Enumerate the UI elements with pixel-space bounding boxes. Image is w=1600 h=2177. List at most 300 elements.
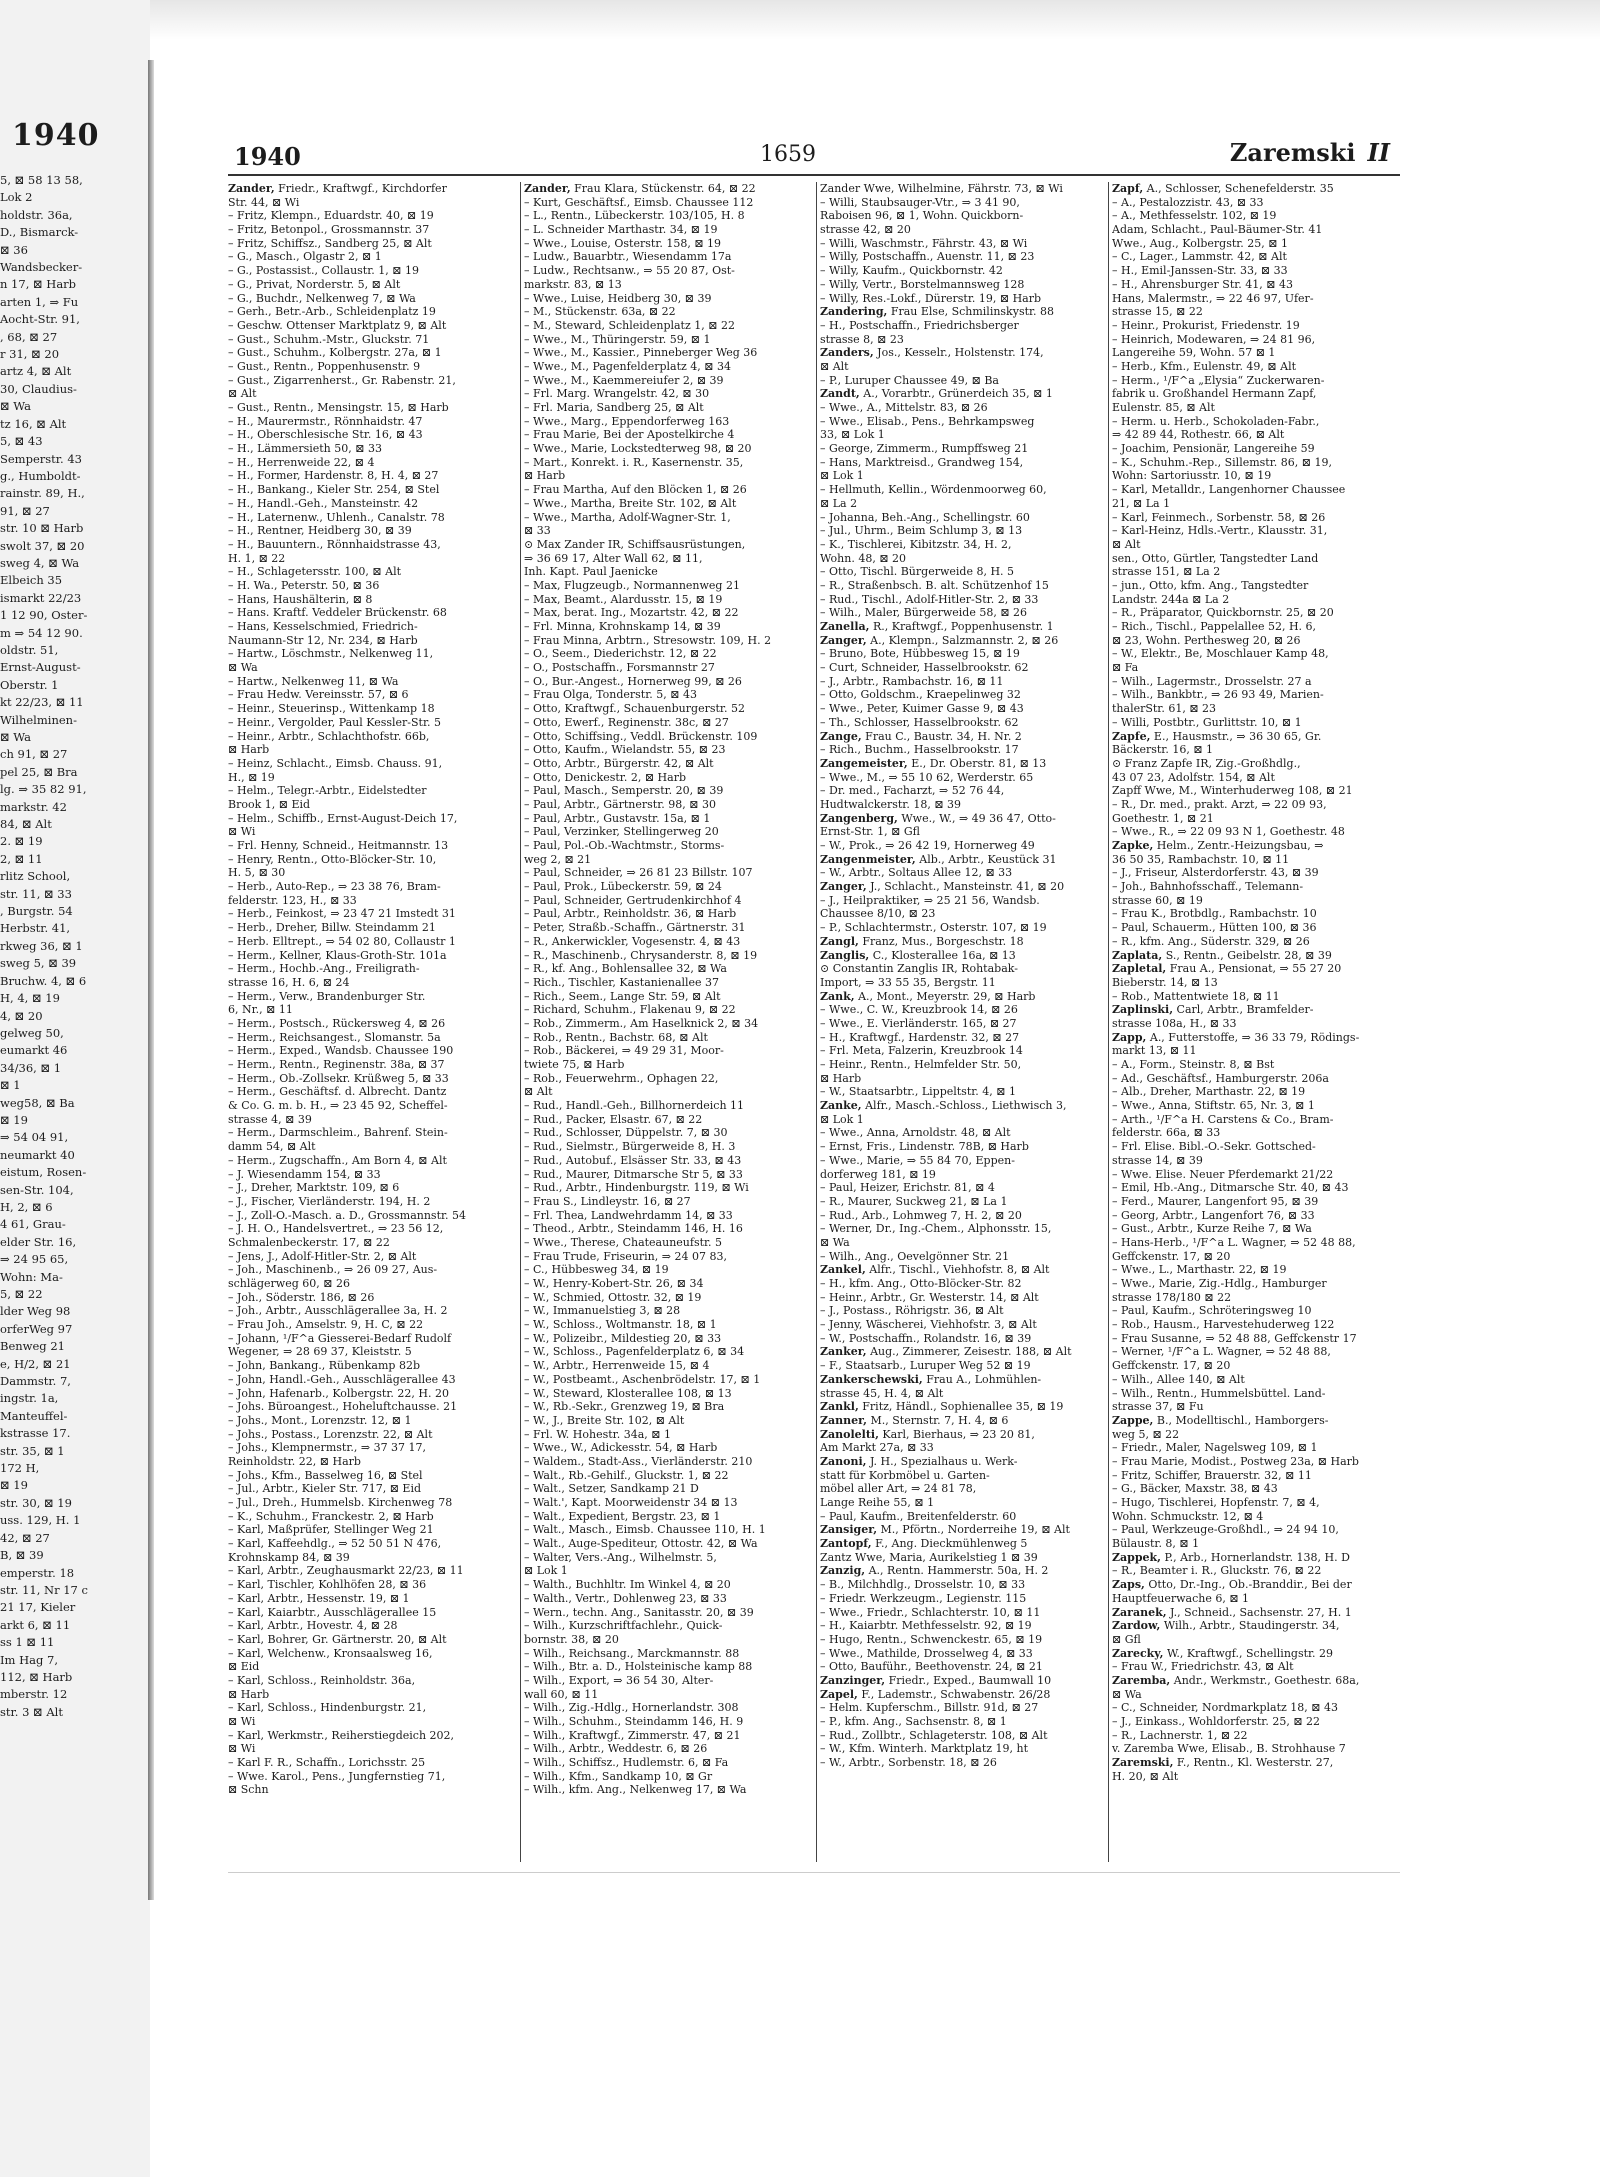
page-number: 1659 — [760, 142, 816, 167]
previous-page-line: rkweg 36, ⊠ 1 — [0, 938, 83, 953]
directory-entry-line: – Frl. Maria, Sandberg 25, ⊠ Alt — [524, 401, 704, 414]
directory-entry-line: strasse 4, ⊠ 39 — [228, 1112, 312, 1126]
directory-entry-line: – Helm., Schiffb., Ernst-August-Deich 17, — [228, 811, 458, 825]
directory-entry-line: – Heinr., Vergolder, Paul Kessler-Str. 5 — [228, 715, 442, 729]
directory-entry-line: – Wilh., Reichsang., Marckmannstr. 88 — [524, 1646, 740, 1660]
directory-entry-line: – G., Buchdr., Nelkenweg 7, ⊠ Wa — [228, 291, 416, 305]
directory-entry-line: 21, ⊠ La 1 — [1112, 496, 1171, 510]
directory-entry-line: – Frau Minna, Arbtrn., Stresowstr. 109, H. 2 — [524, 633, 772, 647]
directory-entry-line: – R., kf. Ang., Bohlensallee 32, ⊠ Wa — [524, 962, 727, 976]
directory-entry-line: Langereihe 59, Wohn. 57 ⊠ 1 — [1112, 346, 1276, 360]
directory-entry-line: – Rud., Arb., Lohmweg 7, H. 2, ⊠ 20 — [820, 1208, 1022, 1222]
directory-entry-line: – W., Arbtr., Sorbenstr. 18, ⊠ 26 — [820, 1756, 997, 1770]
directory-entry-line: – P., Luruper Chaussee 49, ⊠ Ba — [820, 373, 999, 387]
directory-entry-line: – Walt., Setzer, Sandkamp 21 D — [524, 1482, 699, 1496]
directory-entry-line: – Fritz, Klempn., Eduardstr. 40, ⊠ 19 — [228, 209, 434, 223]
directory-entry-line: – Paul, Arbtr., Reinholdstr. 36, ⊠ Harb — [524, 907, 737, 921]
previous-page-line: arten 1, ⇒ Fu — [0, 294, 79, 309]
directory-entry-line: – G., Bäcker, Maxstr. 38, ⊠ 43 — [1112, 1482, 1278, 1496]
directory-entry-line: – Johs., Mont., Lorenzstr. 12, ⊠ 1 — [228, 1413, 412, 1427]
previous-page-line: elder Str. 16, — [0, 1234, 77, 1249]
header-range-word: Zaremski — [1229, 138, 1356, 167]
entry-surname: Zaremba, — [1112, 1673, 1171, 1687]
directory-entry-line: – Rich., Tischler, Kastanienallee 37 — [524, 975, 720, 989]
entry-surname: Zanzinger, — [820, 1673, 886, 1687]
directory-entry-line: – Johs. Büroangest., Hoheluftchausse. 21 — [228, 1400, 458, 1414]
entry-surname: Zapletal, — [1112, 962, 1167, 976]
previous-page-line: neumarkt 40 — [0, 1147, 75, 1162]
previous-page-line: orferWeg 97 — [0, 1321, 73, 1336]
binding-shadow — [148, 60, 154, 1900]
previous-page-line: 112, ⊠ Harb — [0, 1669, 73, 1684]
directory-entry-line: – Emil, Hb.-Ang., Ditmarsche Str. 40, ⊠ 43 — [1112, 1181, 1349, 1195]
directory-entry-line: – Wwe. Elise. Neuer Pferdemarkt 21/22 — [1112, 1167, 1334, 1181]
previous-page-line: lg. ⇒ 35 82 91, — [0, 782, 87, 797]
directory-entry-line: – Wilh., Rentn., Hummelsbüttel. Land- — [1112, 1386, 1326, 1400]
directory-entry-line: – Fritz, Schiffer, Brauerstr. 32, ⊠ 11 — [1112, 1468, 1312, 1482]
directory-entry-line: – H., Handl.-Geh., Mansteinstr. 42 — [228, 496, 419, 510]
directory-entry-line: – Rob., Zimmerm., Am Haselknick 2, ⊠ 34 — [524, 1016, 759, 1030]
directory-entry-line: schlägerweg 60, ⊠ 26 — [228, 1277, 350, 1290]
directory-entry-line: Am Markt 27a, ⊠ 33 — [820, 1441, 934, 1455]
directory-entry-line: – W., Postbeamt., Aschenbrödelstr. 17, ⊠ 1 — [524, 1372, 761, 1386]
entry-surname: Zander, — [228, 182, 275, 195]
directory-entry-line: – F., Staatsarb., Luruper Weg 52 ⊠ 19 — [820, 1359, 1031, 1373]
directory-entry-line: 36 50 35, Rambachstr. 10, ⊠ 11 — [1112, 852, 1290, 866]
directory-entry-line: – Th., Schlosser, Hasselbrookstr. 62 — [820, 715, 1019, 729]
directory-entry-line: ⇒ 42 89 44, Rothestr. 66, ⊠ Alt — [1112, 428, 1285, 442]
directory-entry-line: – Hans, Marktreisd., Grandweg 154, — [820, 455, 1024, 469]
directory-entry-line: – Wwe., M., Thüringerstr. 59, ⊠ 1 — [524, 332, 711, 346]
directory-entry-line: – Wilh., Schiffsz., Hudlemstr. 6, ⊠ Fa — [524, 1756, 729, 1770]
directory-entry-line: – Wilh., kfm. Ang., Nelkenweg 17, ⊠ Wa — [524, 1783, 747, 1797]
directory-entry-line: – O., Bur.-Angest., Hornerweg 99, ⊠ 26 — [524, 674, 742, 688]
directory-entry-line: – Henry, Rentn., Otto-Blöcker-Str. 10, — [228, 852, 437, 866]
directory-entry-line: – John, Bankang., Rübenkamp 82b — [228, 1359, 420, 1373]
directory-entry-line: – Wilh., Export, ⇒ 36 54 30, Alter- — [524, 1673, 714, 1687]
directory-entry-line: – Johs., Postass., Lorenzstr. 22, ⊠ Alt — [228, 1427, 433, 1441]
directory-entry-line: Wohn: Sartoriusstr. 10, ⊠ 19 — [1112, 469, 1272, 483]
directory-entry-line: – Karl, Tischler, Kohlhöfen 28, ⊠ 36 — [228, 1578, 427, 1592]
directory-entry-line: Bäckerstr. 16, ⊠ 1 — [1112, 743, 1214, 757]
directory-entry-line: – Frau W., Friedrichstr. 43, ⊠ Alt — [1112, 1660, 1294, 1674]
directory-entry-line: damm 54, ⊠ Alt — [228, 1140, 316, 1154]
directory-entry-line: – H., Kraftwgf., Hardenstr. 32, ⊠ 27 — [820, 1030, 1020, 1044]
directory-entry-line: – Willy, Res.-Lokf., Dürerstr. 19, ⊠ Harb — [820, 291, 1042, 305]
directory-entry-line: Eulenstr. 85, ⊠ Alt — [1112, 401, 1215, 414]
directory-entry-line: ⊠ Schn — [228, 1783, 269, 1797]
directory-entry-line: – W., Staatsarbtr., Lippeltstr. 4, ⊠ 1 — [820, 1085, 1016, 1099]
directory-entry-line: Zaremba, Andr., Werkmstr., Goethestr. 68a, — [1112, 1673, 1360, 1687]
directory-entry-line: – Hans-Herb., ¹/F^a L. Wagner, ⇒ 52 48 88, — [1112, 1235, 1356, 1249]
previous-page-line: Semperstr. 43 — [0, 451, 82, 466]
directory-entry-line: – Heinr., Arbtr., Gr. Westerstr. 14, ⊠ Alt — [820, 1290, 1039, 1304]
directory-entry-line: möbel aller Art, ⇒ 24 81 78, — [820, 1482, 977, 1496]
directory-entry-line: Zangenmeister, Alb., Arbtr., Keustück 31 — [820, 852, 1057, 866]
directory-entry-line: – Paul, Schneider, ⇒ 26 81 23 Billstr. 107 — [524, 866, 753, 880]
directory-entry-line: – Otto, Kraftwgf., Schauenburgerstr. 52 — [524, 702, 745, 716]
directory-entry-line: Zander Wwe, Wilhelmine, Fährstr. 73, ⊠ Wi — [820, 182, 1063, 195]
directory-entry-line: – W., Henry-Kobert-Str. 26, ⊠ 34 — [524, 1277, 704, 1290]
column-rule — [520, 182, 521, 1862]
directory-entry-line: – Wwe. Karol., Pens., Jungfernstieg 71, — [228, 1769, 446, 1783]
directory-entry-line: strasse 42, ⊠ 20 — [820, 223, 911, 237]
directory-entry-line: – Rud., Tischl., Adolf-Hitler-Str. 2, ⊠ 33 — [820, 592, 1039, 606]
directory-entry-line: – Herm., Hochb.-Ang., Freiligrath- — [228, 962, 420, 976]
directory-entry-line: Adam, Schlacht., Paul-Bäumer-Str. 41 — [1112, 223, 1323, 237]
directory-entry-line: – Frl. Thea, Landwehrdamm 14, ⊠ 33 — [524, 1208, 733, 1222]
directory-entry-line: – Walt., Expedient, Bergstr. 23, ⊠ 1 — [524, 1509, 721, 1523]
directory-entry-line: – Frau S., Lindleystr. 16, ⊠ 27 — [524, 1194, 691, 1208]
previous-page-line: 91, ⊠ 27 — [0, 503, 50, 518]
directory-entry-line: – C., Lager., Lammstr. 42, ⊠ Alt — [1112, 250, 1287, 264]
directory-entry-line: – Wwe., Anna, Stiftstr. 65, Nr. 3, ⊠ 1 — [1112, 1099, 1315, 1113]
directory-entry-line: – Kurt, Geschäftsf., Eimsb. Chaussee 112 — [524, 195, 754, 209]
directory-entry-line: – Wilh., Arbtr., Weddestr. 6, ⊠ 26 — [524, 1742, 708, 1756]
directory-entry-line: – H., Herrenweide 22, ⊠ 4 — [228, 455, 375, 469]
directory-entry-line: – Wilh., Schuhm., Steindamm 146, H. 9 — [524, 1715, 744, 1728]
entry-column-2 — [524, 182, 812, 1862]
directory-entry-line: – Wwe., Marie, Lockstedterweg 98, ⊠ 20 — [524, 442, 752, 456]
directory-entry-line: – Rich., Tischl., Pappelallee 52, H. 6, — [1112, 620, 1317, 633]
directory-entry-line: Krohnskamp 84, ⊠ 39 — [228, 1550, 350, 1564]
directory-entry-line: – M., Steward, Schleidenplatz 1, ⊠ 22 — [524, 318, 735, 332]
directory-entry-line: felderstr. 123, H., ⊠ 33 — [228, 893, 357, 907]
directory-entry-line: sen., Otto, Gürtler, Tangstedter Land — [1112, 551, 1319, 565]
directory-entry-line: Zanders, Jos., Kesselr., Holstenstr. 174, — [820, 346, 1044, 360]
entry-surname: Zapke, — [1112, 839, 1154, 852]
directory-entry-line: – P., kfm. Ang., Sachsenstr. 8, ⊠ 1 — [820, 1715, 1007, 1728]
directory-entry-line: – Max, Beamt., Alardusstr. 15, ⊠ 19 — [524, 592, 723, 606]
directory-entry-line: – H., Kaiarbtr. Methfesselstr. 92, ⊠ 19 — [820, 1619, 1032, 1633]
entry-surname: Zanker, — [820, 1345, 867, 1359]
directory-entry-line: – Wwe., Martha, Breite Str. 102, ⊠ Alt — [524, 496, 737, 510]
directory-entry-line: – Gust., Arbtr., Kurze Reihe 7, ⊠ Wa — [1112, 1222, 1312, 1236]
directory-entry-line: – Walth., Vertr., Dohlenweg 23, ⊠ 33 — [524, 1591, 727, 1605]
directory-entry-line: wall 60, ⊠ 11 — [524, 1687, 599, 1701]
directory-entry-line: – Ad., Geschäftsf., Hamburgerstr. 206a — [1112, 1071, 1329, 1085]
directory-entry-line: – Herm., Rentn., Reginenstr. 38a, ⊠ 37 — [228, 1058, 445, 1071]
directory-entry-line: Zaplinski, Carl, Arbtr., Bramfelder- — [1112, 1003, 1314, 1017]
directory-entry-line: ⊠ Wa — [1112, 1687, 1142, 1701]
directory-entry-line: markt 13, ⊠ 11 — [1112, 1044, 1197, 1058]
directory-entry-line: Zappek, P., Arb., Hornerlandstr. 138, H. D — [1112, 1550, 1350, 1564]
directory-entry-line: – Herm., Zugschaffn., Am Born 4, ⊠ Alt — [228, 1153, 447, 1167]
previous-page-line: Bruchw. 4, ⊠ 6 — [0, 973, 87, 988]
directory-entry-line: – H., Bauuntern., Rönnhaidstrasse 43, — [228, 537, 441, 551]
directory-entry-line: – Fritz, Schiffsz., Sandberg 25, ⊠ Alt — [228, 236, 432, 250]
directory-entry-line: Zander, Friedr., Kraftwgf., Kirchdorfer — [228, 182, 447, 195]
directory-entry-line: – Herm., Postsch., Rückersweg 4, ⊠ 26 — [228, 1016, 446, 1030]
directory-entry-line: – Karl F. R., Schaffn., Lorichsstr. 25 — [228, 1756, 426, 1770]
directory-entry-line: – Ernst, Fris., Lindenstr. 78B, ⊠ Harb — [820, 1140, 1029, 1154]
directory-entry-line: – Mart., Konrekt. i. R., Kasernenstr. 35, — [524, 455, 744, 469]
directory-entry-line: – Wwe., Mathilde, Drosselweg 4, ⊠ 33 — [820, 1646, 1033, 1660]
entry-surname: Zankl, — [820, 1400, 859, 1414]
previous-page-line: emperstr. 18 — [0, 1565, 75, 1580]
directory-entry-line: – Walt., Auge-Spediteur, Ottostr. 42, ⊠ Wa — [524, 1537, 758, 1551]
directory-entry-line: – W., Postschaffn., Rolandstr. 16, ⊠ 39 — [820, 1331, 1032, 1345]
directory-entry-line: – C., Schneider, Nordmarkplatz 18, ⊠ 43 — [1112, 1701, 1338, 1715]
directory-entry-line: Zangemeister, E., Dr. Oberstr. 81, ⊠ 13 — [820, 756, 1047, 770]
directory-entry-line: ⊠ Alt — [1112, 537, 1141, 551]
directory-entry-line: – M., Stückenstr. 63a, ⊠ 22 — [524, 305, 676, 319]
directory-entry-line: ⊠ Harb — [228, 743, 270, 757]
directory-entry-line: – Rud., Handl.-Geh., Billhornerdeich 11 — [524, 1099, 745, 1113]
directory-entry-line: – Jul., Dreh., Hummelsb. Kirchenweg 78 — [228, 1496, 453, 1509]
directory-entry-line: – R., Maschinenb., Chrysanderstr. 8, ⊠ 19 — [524, 948, 758, 962]
directory-entry-line: – Paul, Masch., Semperstr. 20, ⊠ 39 — [524, 784, 724, 798]
directory-entry-line: – Hans, Kesselschmied, Friedrich- — [228, 620, 418, 633]
directory-entry-line: weg 5, ⊠ 22 — [1112, 1427, 1180, 1441]
entry-surname: Zander, — [524, 182, 571, 195]
entry-surname: Zappe, — [1112, 1413, 1154, 1427]
directory-entry-line: – A., Pestalozzistr. 43, ⊠ 33 — [1112, 195, 1264, 209]
directory-entry-line: ⊠ Wa — [228, 661, 258, 675]
previous-page-line: 1 12 90, Oster- — [0, 608, 88, 623]
previous-page-line: eumarkt 46 — [0, 1043, 68, 1058]
directory-entry-line: – Herb., Kfm., Eulenstr. 49, ⊠ Alt — [1112, 359, 1297, 373]
directory-entry-line: ⊠ Lok 1 — [524, 1564, 568, 1578]
directory-entry-line: – Johs., Klempnermstr., ⇒ 37 37 17, — [228, 1441, 427, 1455]
directory-entry-line: – Willy, Postschaffn., Auenstr. 11, ⊠ 23 — [820, 250, 1035, 264]
directory-entry-line: – R., kfm. Ang., Süderstr. 329, ⊠ 26 — [1112, 934, 1310, 948]
entry-surname: Zanoni, — [820, 1454, 867, 1468]
previous-page-line: artz 4, ⊠ Alt — [0, 364, 72, 379]
directory-entry-line: – Paul, Prok., Lübeckerstr. 59, ⊠ 24 — [524, 880, 722, 894]
directory-entry-line: – W., Arbtr., Herrenweide 15, ⊠ 4 — [524, 1359, 710, 1373]
directory-entry-line: – Wilh., Ang., Oevelgönner Str. 21 — [820, 1249, 1010, 1263]
previous-page-line: rlitz School, — [0, 869, 71, 884]
directory-entry-line: – J., Friseur, Alsterdorferstr. 43, ⊠ 39 — [1112, 866, 1319, 880]
directory-entry-line: – Wwe., Martha, Adolf-Wagner-Str. 1, — [524, 510, 731, 524]
directory-entry-line: Zapfe, E., Hausmstr., ⇒ 36 30 65, Gr. — [1112, 729, 1322, 743]
directory-entry-line: – A., Methfesselstr. 102, ⊠ 19 — [1112, 209, 1277, 223]
directory-entry-line: Ernst-Str. 1, ⊠ Gfl — [820, 825, 920, 839]
directory-entry-line: – W., Polizeibr., Mildestieg 20, ⊠ 33 — [524, 1331, 722, 1345]
previous-page-line: ⊠ 36 — [0, 242, 28, 257]
directory-entry-line: Zanella, R., Kraftwgf., Poppenhusenstr. 1 — [820, 620, 1054, 633]
directory-entry-line: – Karl, Arbtr., Hovestr. 4, ⊠ 28 — [228, 1619, 398, 1633]
directory-entry-line: – Willi, Waschmstr., Fährstr. 43, ⊠ Wi — [820, 236, 1028, 250]
previous-page-line: B, ⊠ 39 — [0, 1548, 44, 1563]
directory-entry-line: – Paul, Schauerm., Hütten 100, ⊠ 36 — [1112, 921, 1317, 935]
directory-entry-line: – W., Prok., ⇒ 26 42 19, Hornerweg 49 — [820, 839, 1035, 852]
directory-entry-line: – Heinr., Rentn., Helmfelder Str. 50, — [820, 1058, 1022, 1071]
directory-entry-line: – Heinrich, Modewaren, ⇒ 24 81 96, — [1112, 332, 1316, 346]
directory-entry-line: – R., Beamter i. R., Gluckstr. 76, ⊠ 22 — [1112, 1564, 1322, 1578]
entry-surname: Zardow, — [1112, 1619, 1161, 1633]
previous-page-line: m ⇒ 54 12 90. — [0, 625, 83, 640]
directory-entry-line: – Wwe., R., ⇒ 22 09 93 N 1, Goethestr. 48 — [1112, 825, 1345, 839]
previous-page-line: markstr. 42 — [0, 799, 67, 814]
previous-page-line: Herbstr. 41, — [0, 921, 71, 936]
directory-entry-line: bornstr. 38, ⊠ 20 — [524, 1632, 619, 1646]
directory-entry-line: – Wwe., Anna, Arnoldstr. 48, ⊠ Alt — [820, 1126, 1011, 1140]
previous-page-line: Manteuffel- — [0, 1408, 68, 1423]
directory-entry-line: – R., Straßenbsch. B. alt. Schützenhof 15 — [820, 578, 1049, 592]
header-range — [1230, 138, 1390, 167]
directory-entry-line: – Rob., Bäckerei, ⇒ 49 29 31, Moor- — [524, 1044, 724, 1058]
entry-surname: Zapf, — [1112, 182, 1144, 195]
directory-entry-line: – Gust., Schuhm.-Mstr., Gluckstr. 71 — [228, 332, 430, 346]
directory-entry-line: ⇒ 36 69 17, Alter Wall 62, ⊠ 11, — [524, 551, 703, 565]
directory-entry-line: – J. H. O., Handelsvertret., ⇒ 23 56 12, — [228, 1222, 444, 1236]
previous-page-line: Wohn: Ma- — [0, 1269, 63, 1284]
previous-page-line: Benweg 21 — [0, 1339, 65, 1354]
directory-entry-line: – Frau Susanne, ⇒ 52 48 88, Geffckenstr 17 — [1112, 1331, 1357, 1345]
directory-entry-line: – Alb., Dreher, Marthastr. 22, ⊠ 19 — [1112, 1085, 1306, 1099]
directory-entry-line: ⊠ Harb — [228, 1687, 270, 1701]
directory-entry-line: ⊠ Alt — [524, 1085, 553, 1099]
directory-entry-line: – W., Steward, Klosterallee 108, ⊠ 13 — [524, 1386, 732, 1400]
previous-page-line: str. 30, ⊠ 19 — [0, 1495, 72, 1510]
directory-entry-line: – Wern., techn. Ang., Sanitasstr. 20, ⊠ 39 — [524, 1605, 754, 1619]
directory-entry-line: ⊠ Wa — [820, 1235, 850, 1249]
directory-entry-line: – Otto, Tischl. Bürgerweide 8, H. 5 — [820, 565, 1015, 579]
directory-entry-line: – J., Zoll-O.-Masch. a. D., Grossmannstr. 54 — [228, 1208, 467, 1222]
directory-entry-line: – Johs., Kfm., Basselweg 16, ⊠ Stel — [228, 1468, 423, 1482]
directory-entry-line: v. Zaremba Wwe, Elisab., B. Strohhause 7 — [1112, 1742, 1346, 1756]
directory-entry-line: Zantopf, F., Ang. Dieckmühlenweg 5 — [820, 1537, 1028, 1551]
directory-entry-line: – Frl. W. Hohestr. 34a, ⊠ 1 — [524, 1427, 671, 1441]
directory-entry-line: – Wwe., Elisab., Pens., Behrkampsweg — [820, 414, 1035, 428]
directory-entry-line: – H., Ahrensburger Str. 41, ⊠ 43 — [1112, 277, 1293, 291]
directory-entry-line: – G., Privat, Norderstr. 5, ⊠ Alt — [228, 277, 401, 291]
directory-entry-line: Str. 44, ⊠ Wi — [228, 195, 300, 209]
directory-entry-line: – Arth., ¹/F^a H. Carstens & Co., Bram- — [1112, 1112, 1334, 1126]
directory-entry-line: – Paul, Pol.-Ob.-Wachtmstr., Storms- — [524, 839, 725, 852]
directory-entry-line: – R., Dr. med., prakt. Arzt, ⇒ 22 09 93, — [1112, 797, 1327, 811]
directory-entry-line: – Wwe., L., Marthastr. 22, ⊠ 19 — [1112, 1263, 1287, 1277]
directory-entry-line: H. 20, ⊠ Alt — [1112, 1769, 1179, 1783]
directory-entry-line: weg 2, ⊠ 21 — [524, 852, 592, 866]
directory-entry-line: Zapp, A., Futterstoffe, ⇒ 36 33 79, Rödings- — [1112, 1030, 1360, 1044]
directory-entry-line: – Paul, Schneider, Gertrudenkirchhof 4 — [524, 893, 742, 907]
directory-entry-line: – Hugo, Tischlerei, Hopfenstr. 7, ⊠ 4, — [1112, 1496, 1320, 1509]
entry-surname: Zanders, — [820, 346, 874, 360]
directory-entry-line: – Paul, Arbtr., Gustavstr. 15a, ⊠ 1 — [524, 811, 711, 825]
directory-entry-line: – H., Former, Hardenstr. 8, H. 4, ⊠ 27 — [228, 469, 439, 483]
directory-entry-line: Inh. Kapt. Paul Jaenicke — [524, 565, 658, 579]
directory-entry-line: – Wwe., Peter, Kuimer Gasse 9, ⊠ 43 — [820, 702, 1024, 716]
directory-entry-line: – Wwe., M., Kaemmereiufer 2, ⊠ 39 — [524, 373, 724, 387]
directory-entry-line: Zangenberg, Wwe., W., ⇒ 49 36 47, Otto- — [820, 811, 1056, 825]
directory-entry-line: Brook 1, ⊠ Eid — [228, 797, 311, 811]
directory-entry-line: – Heinz, Schlacht., Eimsb. Chauss. 91, — [228, 756, 443, 770]
directory-entry-line: – Wilh., Zig.-Hdlg., Hornerlandstr. 308 — [524, 1701, 739, 1715]
directory-entry-line: – Karl, Maßprüfer, Stellinger Weg 21 — [228, 1523, 434, 1537]
directory-entry-line: – Jul., Arbtr., Kieler Str. 717, ⊠ Eid — [228, 1482, 422, 1496]
directory-entry-line: Hudtwalckerstr. 18, ⊠ 39 — [820, 797, 962, 811]
directory-entry-line: – John, Hafenarb., Kolbergstr. 22, H. 20 — [228, 1386, 449, 1400]
directory-entry-line: – Otto, Denickestr. 2, ⊠ Harb — [524, 770, 687, 784]
directory-entry-line: – Gerh., Betr.-Arb., Schleidenplatz 19 — [228, 305, 436, 319]
directory-entry-line: – Max, Flugzeugb., Normannenweg 21 — [524, 578, 740, 592]
directory-entry-line: – R., Maurer, Suckweg 21, ⊠ La 1 — [820, 1194, 1008, 1208]
directory-entry-line: – Paul, Kaufm., Breitenfelderstr. 60 — [820, 1509, 1017, 1523]
directory-entry-line: Zandering, Frau Else, Schmilinskystr. 88 — [820, 305, 1055, 319]
directory-entry-line: – H., Rentner, Heidberg 30, ⊠ 39 — [228, 524, 412, 538]
directory-entry-line: 43 07 23, Adolfstr. 154, ⊠ Alt — [1112, 770, 1275, 784]
directory-entry-line: – H., Lämmersieth 50, ⊠ 33 — [228, 442, 382, 456]
directory-entry-line: – George, Zimmerm., Rumpffsweg 21 — [820, 442, 1029, 456]
directory-entry-line: – L., Rentn., Lübeckerstr. 103/105, H. 8 — [524, 209, 745, 223]
directory-entry-line: ⊠ Wi — [228, 1715, 256, 1728]
page-bottom-edge — [228, 1872, 1400, 1873]
previous-page-line: sweg 4, ⊠ Wa — [0, 555, 80, 570]
entry-surname: Zanger, — [820, 880, 867, 894]
directory-entry-line: – H., Bankang., Kieler Str. 254, ⊠ Stel — [228, 483, 440, 497]
previous-page-line: , 68, ⊠ 27 — [0, 329, 58, 344]
directory-entry-line: – Willi, Postbtr., Gurlittstr. 10, ⊠ 1 — [1112, 715, 1302, 729]
previous-page-line: str. 11, Nr 17 c — [0, 1582, 88, 1597]
entry-surname: Zarecky, — [1112, 1646, 1164, 1660]
directory-entry-line: Zapke, Helm., Zentr.-Heizungsbau, ⇒ — [1112, 839, 1324, 852]
directory-entry-line: Zaranek, J., Schneid., Sachsenstr. 27, H. 1 — [1112, 1605, 1352, 1619]
directory-entry-line: – Gust., Rentn., Poppenhusenstr. 9 — [228, 359, 421, 373]
directory-entry-line: – Jul., Uhrm., Beim Schlump 3, ⊠ 13 — [820, 524, 1023, 538]
directory-entry-line: – Herb., Dreher, Billw. Steindamm 21 — [228, 921, 436, 935]
previous-page-line: 5, ⊠ 22 — [0, 1287, 43, 1301]
directory-entry-line: – Rud., Zollbtr., Schlageterstr. 108, ⊠ Alt — [820, 1728, 1048, 1742]
previous-page-line: D., Bismarck- — [0, 225, 79, 240]
directory-entry-line: – H., kfm. Ang., Otto-Blöcker-Str. 82 — [820, 1277, 1022, 1290]
directory-entry-line: Zardow, Wilh., Arbtr., Staudingerstr. 34, — [1112, 1619, 1340, 1633]
previous-page-line: str. 11, ⊠ 33 — [0, 886, 72, 901]
directory-entry-line: – Herm., Darmschleim., Bahrenf. Stein- — [228, 1126, 448, 1140]
directory-entry-line: – Wwe., M., ⇒ 55 10 62, Werderstr. 65 — [820, 770, 1034, 784]
directory-entry-line: – Wwe., Marie, Zig.-Hdlg., Hamburger — [1112, 1277, 1327, 1290]
directory-entry-line: ⊠ Harb — [820, 1071, 862, 1085]
directory-entry-line: – Rud., Sielmstr., Bürgerweide 8, H. 3 — [524, 1140, 736, 1154]
previous-page-line: mberstr. 12 — [0, 1687, 68, 1702]
directory-entry-line: – P., Schlachtermstr., Osterstr. 107, ⊠ 19 — [820, 921, 1047, 935]
previous-page-line: 30, Claudius- — [0, 381, 77, 396]
directory-entry-line: thalerStr. 61, ⊠ 23 — [1112, 702, 1217, 716]
previous-page-line: Ernst-August- — [0, 660, 81, 675]
entry-surname: Zangemeister, — [820, 756, 908, 770]
directory-entry-line: Reinholdstr. 22, ⊠ Harb — [228, 1454, 361, 1468]
directory-entry-line: – Joh., Arbtr., Ausschlägerallee 3a, H. 2 — [228, 1304, 448, 1318]
directory-entry-line: ⊠ 23, Wohn. Perthesweg 20, ⊠ 26 — [1112, 633, 1301, 647]
directory-entry-line: – Frl. Minna, Krohnskamp 14, ⊠ 39 — [524, 620, 721, 633]
directory-entry-line: Zank, A., Mont., Meyerstr. 29, ⊠ Harb — [820, 989, 1036, 1003]
directory-entry-line: – Hartw., Nelkenweg 11, ⊠ Wa — [228, 674, 399, 688]
directory-entry-line: – Curt, Schneider, Hasselbrookstr. 62 — [820, 661, 1029, 675]
directory-entry-line: strasse 8, ⊠ 23 — [820, 332, 904, 346]
directory-entry-line: twiete 75, ⊠ Harb — [524, 1058, 625, 1071]
directory-entry-line: – Herm., Exped., Wandsb. Chaussee 190 — [228, 1044, 454, 1058]
directory-entry-line: – Walt., Masch., Eimsb. Chaussee 110, H. 1 — [524, 1523, 766, 1537]
directory-entry-line: ⊠ Lok 1 — [820, 469, 864, 483]
directory-entry-line: ⊠ Fa — [1112, 661, 1139, 675]
directory-entry-line: dorferweg 181, ⊠ 19 — [820, 1167, 936, 1181]
directory-entry-line: Schmalenbeckerstr. 17, ⊠ 22 — [228, 1235, 390, 1249]
directory-entry-line: – Ludw., Rechtsanw., ⇒ 55 20 87, Ost- — [524, 264, 735, 278]
entry-surname: Zange, — [820, 729, 862, 743]
directory-entry-line: – J., Einkass., Wohldorferstr. 25, ⊠ 22 — [1112, 1715, 1321, 1728]
directory-entry-line: – H., Oberschlesische Str. 16, ⊠ 43 — [228, 428, 423, 442]
directory-entry-line: – Wwe., Friedr., Schlachterstr. 10, ⊠ 11 — [820, 1605, 1041, 1619]
directory-entry-line: ⊙ Constantin Zanglis IR, Rohtabak- — [820, 962, 1018, 976]
directory-entry-line: – Walt.', Kapt. Moorweidenstr 34 ⊠ 13 — [524, 1496, 738, 1509]
directory-entry-line: – Ludw., Bauarbtr., Wiesendamm 17a — [524, 250, 732, 264]
directory-entry-line: – Frau Joh., Amselstr. 9, H. C, ⊠ 22 — [228, 1318, 424, 1332]
directory-entry-line: – Wwe., E. Vierländerstr. 165, ⊠ 27 — [820, 1016, 1017, 1030]
previous-page-line: H, 2, ⊠ 6 — [0, 1199, 53, 1214]
directory-entry-line: – W., Kfm. Winterh. Marktplatz 19, ht — [820, 1742, 1029, 1756]
